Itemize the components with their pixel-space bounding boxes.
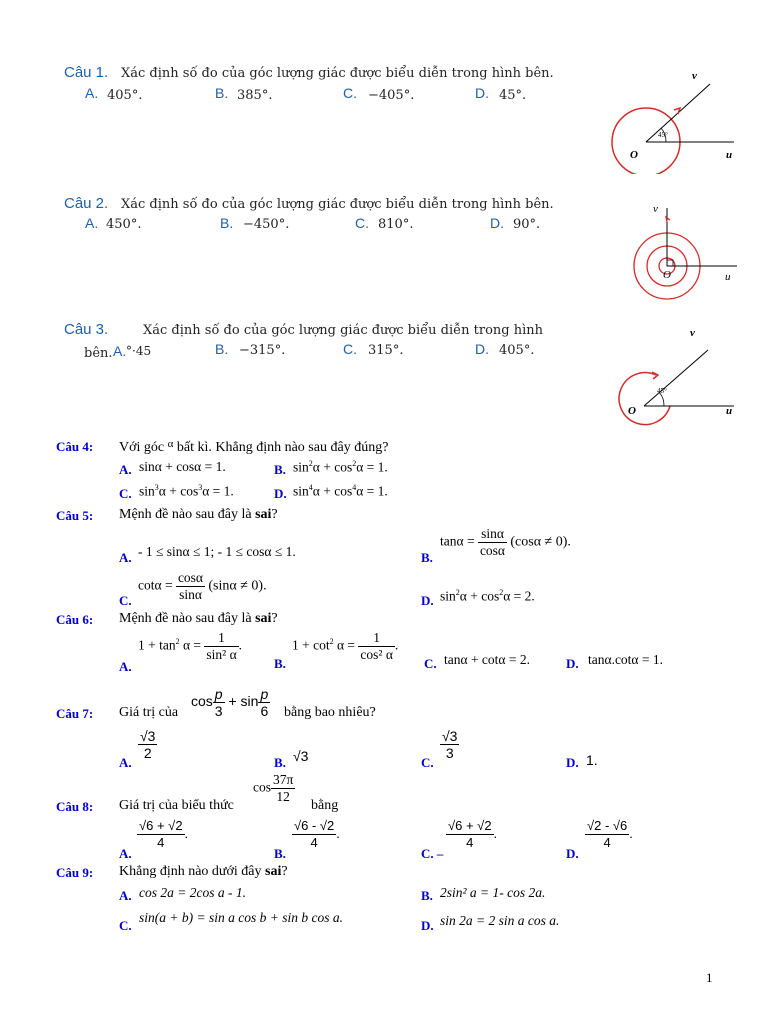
q7-opt-c-label: C.: [421, 755, 434, 770]
q2-opt-c-label: C.: [355, 215, 369, 231]
q2-v-label: v: [653, 203, 658, 215]
q7-text-pre: Giá trị của: [119, 705, 179, 720]
q5-opt-a: - 1 ≤ sinα ≤ 1; - 1 ≤ cosα ≤ 1.: [138, 544, 296, 559]
q1-opt-d-label: D.: [475, 85, 489, 101]
q6-number: Câu 6:: [56, 612, 94, 627]
q5-opt-b-label: B.: [421, 550, 433, 565]
q3-opt-b: −315°.: [239, 343, 286, 358]
q9-question: Khẳng định nào dưới đây sai?: [119, 864, 288, 879]
q2-opt-a: 450°.: [106, 217, 142, 232]
q4-alpha: α: [167, 438, 174, 450]
q1-opt-a-label: A.: [85, 85, 99, 101]
q4-number: Câu 4:: [56, 439, 94, 454]
q4-opt-d-label: D.: [274, 486, 287, 501]
q6-opt-a: $1 + \tan^2 \alpha$ = $\frac{1}{\text{sin² α}}$ .: [138, 630, 243, 662]
q1-u-label: u: [726, 149, 733, 161]
page-number: 1: [706, 970, 713, 985]
q2-figure: [625, 198, 745, 303]
q4-opt-c-label: C.: [119, 486, 132, 501]
q6-opt-b-label: B.: [274, 656, 286, 671]
q9-opt-d: sin 2a = 2 sin a cos a.: [440, 913, 560, 928]
q9-opt-a-label: A.: [119, 888, 132, 903]
q1-text: Xác định số đo của góc lượng giác được biểu diễn trong hình bên.: [121, 66, 554, 81]
q4-opt-d: $\sin^4\alpha + \cos^4\alpha = 1$.: [293, 483, 388, 499]
q4-opt-b: $\sin^2\alpha + \cos^2\alpha = 1$.: [293, 459, 388, 475]
q4-opt-a-label: A.: [119, 462, 132, 477]
q3-angle-label: 45°: [657, 387, 667, 395]
q9-opt-a: cos 2a = 2cos a - 1.: [139, 885, 246, 900]
q1-heading: Câu 1.: [64, 64, 109, 81]
q1-o-label: O: [630, 149, 638, 161]
q3-opt-d: 405°.: [499, 343, 535, 358]
q3-text-cont: bên.: [84, 346, 113, 361]
q9-opt-b: 2sin² a = 1- cos 2a.: [440, 885, 546, 900]
q9-opt-c-label: C.: [119, 918, 132, 933]
q7-text-post: bằng bao nhiêu?: [284, 705, 376, 720]
q3-heading: Câu 3.: [64, 321, 109, 338]
q3-opt-c: 315°.: [368, 343, 404, 358]
q8-text-post: bằng: [311, 798, 339, 813]
q6-opt-b: $1 + \cot^2 \alpha$ = $\frac{1}{\text{cos² α}}$ .: [292, 630, 399, 662]
q3-arrow-icon: [652, 372, 658, 379]
q2-right-angle: [667, 260, 673, 266]
q3-opt-b-label: B.: [215, 341, 229, 357]
q2-opt-d-label: D.: [490, 215, 504, 231]
q2-opt-a-label: A.: [85, 215, 99, 231]
q4-opt-a: sinα + cosα = 1.: [139, 459, 226, 474]
q8-opt-b-label: B.: [274, 846, 286, 861]
q1-angle-label: 45°: [658, 131, 668, 139]
q7-opt-a-label: A.: [119, 755, 132, 770]
q8-text-pre: Giá trị của biểu thức: [119, 798, 234, 813]
q1-arrow-icon: [674, 108, 680, 114]
q8-opt-b: $\frac{√6 - √2}{4}$ .: [294, 818, 340, 850]
q2-heading: Câu 2.: [64, 195, 109, 212]
q7-opt-a: $\frac{√3}{2}$: [140, 728, 156, 761]
q6-opt-d-label: D.: [566, 656, 579, 671]
q3-figure: [600, 320, 750, 430]
q5-opt-c: cotα = $\frac{\cos\alpha}{\sin\alpha}$ (sinα ≠ 0).: [138, 570, 267, 602]
q2-opt-c: 810°.: [378, 217, 414, 232]
q9-number: Câu 9:: [56, 865, 94, 880]
q8-opt-a-label: A.: [119, 846, 132, 861]
q5-opt-d-label: D.: [421, 593, 434, 608]
q2-arrow-icon: [666, 217, 670, 222]
q2-text: Xác định số đo của góc lượng giác được biểu diễn trong hình bên.: [121, 197, 554, 212]
q5-opt-d: $\sin^2\alpha + \cos^2\alpha = 2$.: [440, 588, 535, 604]
q9-opt-c: sin(a + b) = sin a cos b + sin b cos a.: [139, 910, 343, 925]
q8-opt-c: $\frac{√6 + √2}{4}$ .: [448, 818, 498, 850]
q8-opt-a: $\frac{√6 + √2}{4}$ .: [139, 818, 189, 850]
q8-opt-d: $\frac{√2 - √6}{4}$ .: [587, 818, 633, 850]
q6-question: Mệnh đề nào sau đây là sai?: [119, 611, 278, 626]
q4-question: [119, 438, 388, 456]
q9-opt-d-label: D.: [421, 918, 434, 933]
q7-opt-b: √3: [293, 748, 309, 764]
q2-u-label: u: [725, 271, 731, 283]
q7-opt-d: 1.: [586, 752, 598, 768]
q6-opt-d: tanα.cotα = 1.: [588, 652, 663, 667]
q4-opt-c: $\sin^3\alpha + \cos^3\alpha = 1$.: [139, 483, 234, 499]
q6-opt-c: tanα + cotα = 2.: [444, 652, 530, 667]
q1-opt-a: 405°.: [107, 88, 143, 103]
q4-text-post: bất kì. Khẳng định nào sau đây đúng?: [176, 440, 389, 455]
q5-question: Mệnh đề nào sau đây là sai?: [119, 507, 278, 522]
q1-figure: [600, 64, 750, 174]
q3-opt-a: °·45: [126, 344, 152, 358]
q7-opt-c: $\frac{√3}{3}$: [442, 728, 458, 761]
q1-opt-c: −405°.: [368, 88, 415, 103]
q2-opt-d: 90°.: [513, 217, 541, 232]
q3-o-label: O: [628, 405, 636, 417]
q8-opt-d-label: D.: [566, 846, 579, 861]
q7-opt-b-label: B.: [274, 755, 286, 770]
q2-opt-b: −450°.: [243, 217, 290, 232]
q1-opt-d: 45°.: [499, 88, 527, 103]
q3-u-label: u: [726, 405, 733, 417]
q9-opt-b-label: B.: [421, 888, 433, 903]
q1-opt-b: 385°.: [237, 88, 273, 103]
q5-opt-c-label: C.: [119, 593, 132, 608]
q6-opt-a-label: A.: [119, 659, 132, 674]
q3-opt-c-label: C.: [343, 341, 357, 357]
q1-opt-b-label: B.: [215, 85, 229, 101]
q3-text: Xác định số đo của góc lượng giác được biểu diễn trong hình: [143, 323, 544, 338]
q7-opt-d-label: D.: [566, 755, 579, 770]
q3-opt-d-label: D.: [475, 341, 489, 357]
q5-opt-b: tanα = $\frac{\sin\alpha}{\cos\alpha}$ (cosα ≠ 0).: [440, 526, 571, 558]
q8-opt-c-label: C. –: [421, 846, 444, 861]
q3-opt-a-label: A.: [113, 343, 127, 359]
q7-expression: cos $\frac{p}{3}$ + sin $\frac{p}{6}$: [191, 686, 269, 719]
q2-o-label: O: [663, 269, 671, 281]
q8-expression: cos $\frac{37\pi}{12}$: [253, 772, 294, 804]
q8-number: Câu 8:: [56, 799, 94, 814]
q4-text-pre: Với góc: [119, 440, 165, 455]
q1-v-label: v: [692, 70, 697, 82]
q4-opt-b-label: B.: [274, 462, 286, 477]
q5-opt-a-label: A.: [119, 550, 132, 565]
q5-number: Câu 5:: [56, 508, 94, 523]
q1-rotation-circle: [612, 108, 680, 174]
q3-rotation-arc: [619, 373, 670, 425]
q7-number: Câu 7:: [56, 706, 94, 721]
q2-opt-b-label: B.: [220, 215, 234, 231]
q3-v-label: v: [690, 327, 695, 339]
q6-opt-c-label: C.: [424, 656, 437, 671]
q1-opt-c-label: C.: [343, 85, 357, 101]
